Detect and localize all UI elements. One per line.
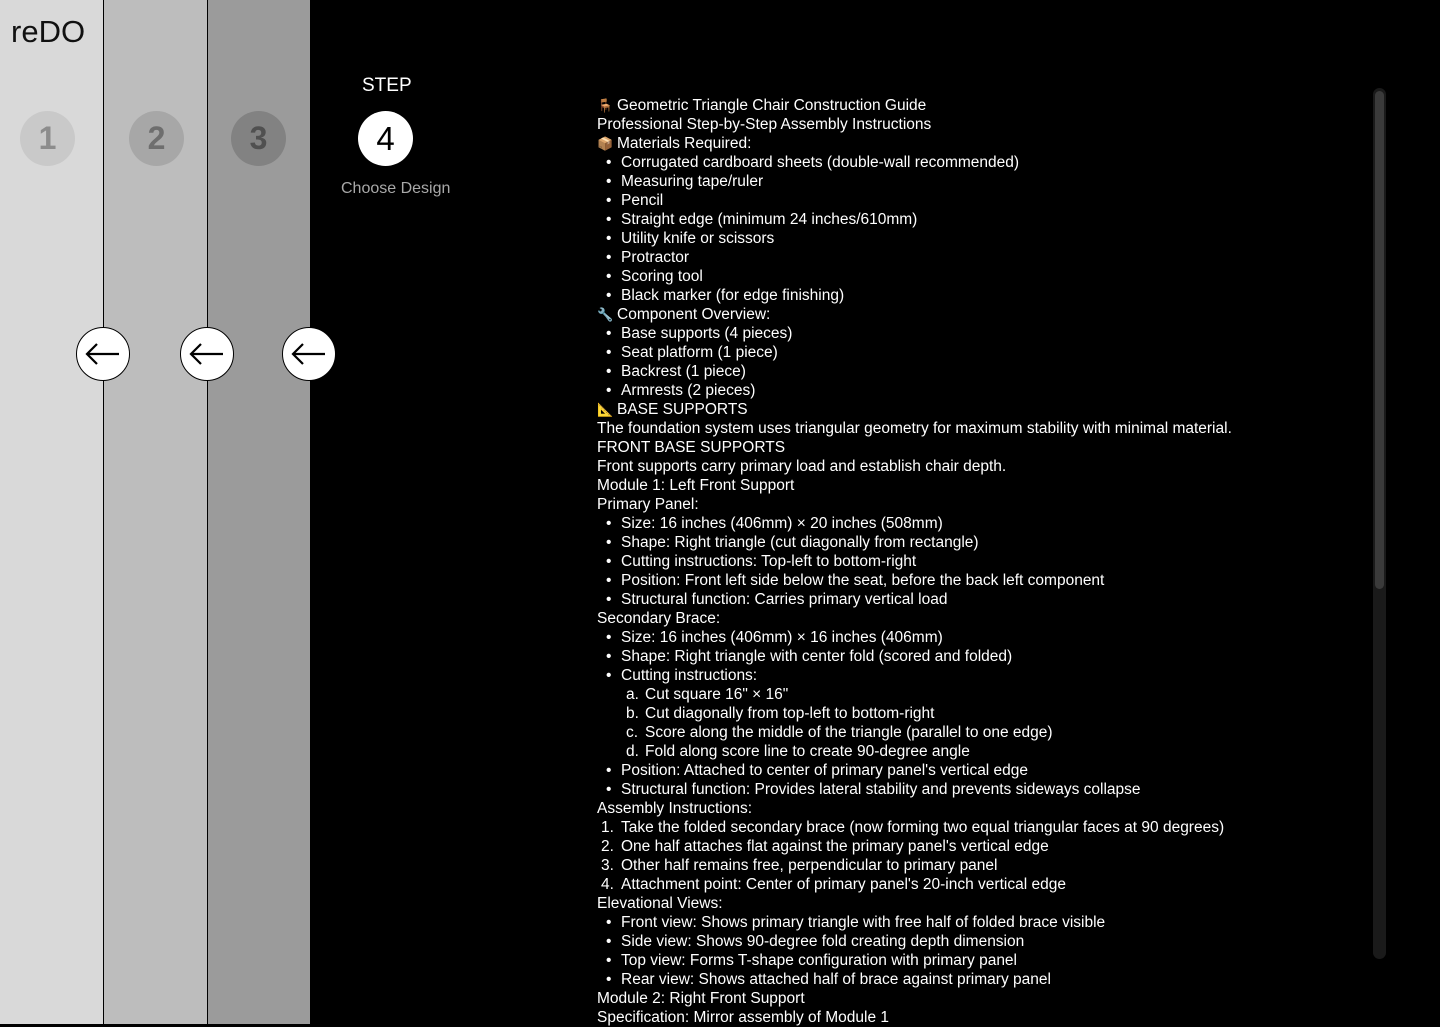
list-item: • Backrest (1 piece) [597, 362, 1357, 381]
list-item: • Utility knife or scissors [597, 229, 1357, 248]
step-3-panel [208, 0, 310, 1024]
list-item-text: One half attaches flat against the primary panel's vertical edge [621, 838, 1049, 855]
components-list [597, 324, 1357, 400]
back-to-step-1-button[interactable] [76, 327, 130, 381]
cutting-steps-list [597, 685, 1357, 761]
front-base-intro: Front supports carry primary load and establish chair depth. [597, 458, 1007, 475]
list-item [597, 742, 1357, 761]
step-1-indicator[interactable]: 1 [20, 111, 75, 166]
front-base-heading: FRONT BASE SUPPORTS [597, 439, 786, 456]
list-item: • Cutting instructions: Top-left to bottom-right [597, 552, 1357, 571]
list-item [597, 875, 1357, 894]
list-item: • Black marker (for edge finishing) [597, 286, 1357, 305]
base-supports-intro: The foundation system uses triangular geometry for maximum stability with minimal material. [597, 420, 1232, 437]
list-item: • Position: Attached to center of primary panel's vertical edge [597, 761, 1357, 780]
guide-subtitle: Professional Step-by-Step Assembly Instructions [597, 116, 932, 133]
list-item: • Pencil [597, 191, 1357, 210]
secondary-brace-heading: Secondary Brace: [597, 610, 721, 627]
assembly-list [597, 818, 1357, 894]
module-1-heading: Module 1: Left Front Support [597, 477, 795, 494]
materials-heading: 📦 Materials Required: [597, 135, 752, 152]
step-2-panel [104, 0, 208, 1024]
list-item: • Side view: Shows 90-degree fold creating depth dimension [597, 932, 1357, 951]
list-item-text: Fold along score line to create 90-degree angle [645, 743, 970, 760]
primary-panel-heading: Primary Panel: [597, 496, 699, 513]
wrench-icon: 🔧 [597, 307, 614, 322]
materials-list [597, 153, 1357, 305]
list-item: • Size: 16 inches (406mm) × 20 inches (508mm) [597, 514, 1357, 533]
module-2-spec: Specification: Mirror assembly of Module 1 [597, 1009, 890, 1026]
step-2-indicator[interactable]: 2 [129, 111, 184, 166]
triangle-ruler-icon: 📐 [597, 402, 614, 417]
components-heading: 🔧 Component Overview: [597, 306, 771, 323]
step-1-panel [0, 0, 104, 1024]
list-item-text: Cut square 16" × 16" [645, 686, 789, 703]
back-to-step-3-button[interactable] [282, 327, 336, 381]
list-item-marker: d. [626, 743, 639, 760]
app-logo: reDO [11, 14, 86, 49]
list-item: • Cutting instructions: [597, 666, 1357, 685]
arrow-left-icon [289, 334, 329, 374]
list-item: • Base supports (4 pieces) [597, 324, 1357, 343]
list-item: • Size: 16 inches (406mm) × 16 inches (406mm) [597, 628, 1357, 647]
list-item: • Seat platform (1 piece) [597, 343, 1357, 362]
list-item [597, 818, 1357, 837]
list-item: • Armrests (2 pieces) [597, 381, 1357, 400]
current-step-title: Choose Design [341, 180, 451, 197]
list-item: • Front view: Shows primary triangle with free half of folded brace visible [597, 913, 1357, 932]
chair-icon: 🪑 [597, 98, 614, 113]
list-item: • Straight edge (minimum 24 inches/610mm) [597, 210, 1357, 229]
list-item: • Rear view: Shows attached half of brace against primary panel [597, 970, 1357, 989]
primary-panel-list [597, 514, 1357, 609]
back-to-step-2-button[interactable] [180, 327, 234, 381]
package-icon: 📦 [597, 136, 614, 151]
elevation-list [597, 913, 1357, 989]
list-item-marker: 4. [601, 876, 614, 893]
list-item-text: Attachment point: Center of primary panel's 20-inch vertical edge [621, 876, 1066, 893]
list-item-marker: 2. [601, 838, 614, 855]
arrow-left-icon [83, 334, 123, 374]
design-guide-content [597, 96, 1357, 1027]
list-item-marker: 1. [601, 819, 614, 836]
guide-title: 🪑 Geometric Triangle Chair Construction Guide [597, 97, 927, 114]
list-item [597, 837, 1357, 856]
module-2-heading: Module 2: Right Front Support [597, 990, 805, 1007]
list-item-text: Take the folded secondary brace (now forming two equal triangular faces at 90 degrees) [621, 819, 1225, 836]
elevation-heading: Elevational Views: [597, 895, 723, 912]
list-item-text: Score along the middle of the triangle (parallel to one edge) [645, 724, 1053, 741]
list-item: • Protractor [597, 248, 1357, 267]
base-supports-heading: 📐 BASE SUPPORTS [597, 401, 748, 418]
list-item: • Structural function: Provides lateral stability and prevents sideways collapse [597, 780, 1357, 799]
list-item [597, 856, 1357, 875]
step-label: STEP [362, 75, 412, 96]
secondary-brace-list [597, 628, 1357, 685]
list-item: • Shape: Right triangle (cut diagonally from rectangle) [597, 533, 1357, 552]
current-step-indicator: 4 [358, 111, 413, 166]
list-item: • Shape: Right triangle with center fold (scored and folded) [597, 647, 1357, 666]
list-item: • Measuring tape/ruler [597, 172, 1357, 191]
list-item: • Scoring tool [597, 267, 1357, 286]
list-item-marker: c. [626, 724, 639, 741]
list-item: • Top view: Forms T-shape configuration with primary panel [597, 951, 1357, 970]
list-item: • Position: Front left side below the seat, before the back left component [597, 571, 1357, 590]
list-item [597, 685, 1357, 704]
arrow-left-icon [187, 334, 227, 374]
list-item-text: Other half remains free, perpendicular to primary panel [621, 857, 998, 874]
list-item [597, 723, 1357, 742]
list-item-text: Cut diagonally from top-left to bottom-right [645, 705, 935, 722]
list-item-marker: b. [626, 705, 639, 722]
list-item-marker: a. [626, 686, 639, 703]
list-item-marker: 3. [601, 857, 614, 874]
list-item: • Corrugated cardboard sheets (double-wall recommended) [597, 153, 1357, 172]
list-item [597, 704, 1357, 723]
content-scrollbar-thumb[interactable] [1375, 91, 1384, 589]
step-3-indicator[interactable]: 3 [231, 111, 286, 166]
list-item: • Structural function: Carries primary vertical load [597, 590, 1357, 609]
secondary-brace-list-continued [597, 761, 1357, 799]
assembly-heading: Assembly Instructions: [597, 800, 753, 817]
